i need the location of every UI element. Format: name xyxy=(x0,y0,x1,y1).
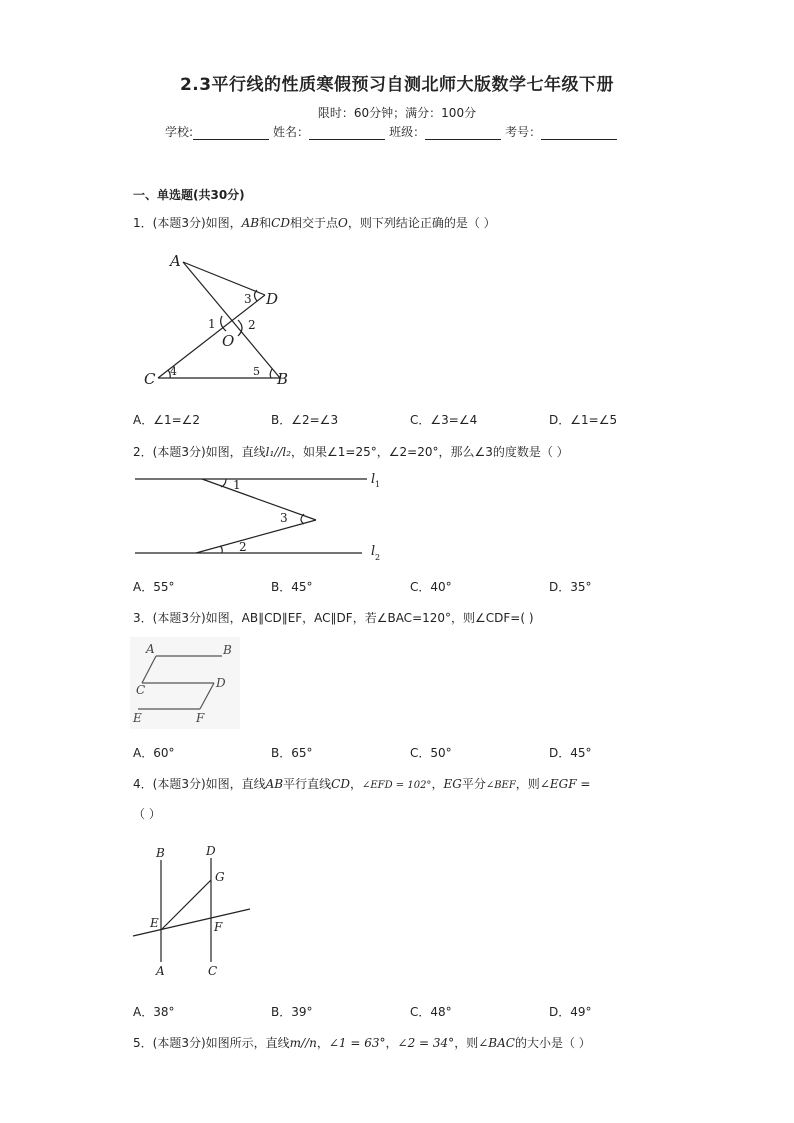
question-4-text-line2: （ ） xyxy=(133,807,161,821)
label-l1: l xyxy=(371,472,376,487)
question-1-figure xyxy=(130,244,310,394)
label-l1-sub: 1 xyxy=(375,480,381,489)
student-info-line xyxy=(165,123,621,140)
question-2-text: 2．(本题3分)如图，直线l₁//l₂，如果∠1=25°，∠2=20°，那么∠3的度数是（ ） xyxy=(133,445,569,459)
question-4-text: 4．(本题3分)如图，直线AB平行直线CD，∠EFD = 102°，EG平分∠BEF，则∠EGF = xyxy=(133,777,591,791)
question-1-text: 1．(本题3分)如图，AB和CD相交于点O，则下列结论正确的是（ ） xyxy=(133,216,496,230)
label-D: D xyxy=(266,290,279,308)
question-3-figure xyxy=(130,637,240,729)
question-2-figure xyxy=(130,470,390,570)
question-4-option-a[interactable]: A．38° xyxy=(133,1005,175,1019)
question-3-option-d[interactable]: D．45° xyxy=(549,746,592,760)
segment-upper xyxy=(202,479,316,520)
label-B: B xyxy=(223,643,232,657)
school-blank[interactable] xyxy=(193,125,269,140)
label-l2: l xyxy=(371,544,376,559)
label-angle-4: 4 xyxy=(170,365,177,378)
angle-2-arc xyxy=(220,546,222,553)
exam-meta: 限时：60分钟；满分：100分 xyxy=(317,106,477,120)
label-angle-1: 1 xyxy=(208,317,216,331)
label-F: F xyxy=(196,711,205,725)
label-angle-2: 2 xyxy=(239,540,247,554)
label-B: B xyxy=(277,370,289,388)
exam-number-label: 考号： xyxy=(505,125,542,139)
label-A: A xyxy=(146,642,155,656)
question-4-option-d[interactable]: D．49° xyxy=(549,1005,592,1019)
label-angle-5: 5 xyxy=(253,365,260,378)
name-label: 姓名： xyxy=(273,125,310,139)
label-A: A xyxy=(156,964,165,978)
segment-lower xyxy=(196,520,316,553)
question-2-option-b[interactable]: B．45° xyxy=(271,580,313,594)
label-G: G xyxy=(215,870,225,884)
question-4-figure xyxy=(128,840,258,985)
page-title: 2.3平行线的性质寒假预习自测北师大版数学七年级下册 xyxy=(179,75,615,95)
label-D: D xyxy=(216,676,226,690)
question-2-option-d[interactable]: D．35° xyxy=(549,580,592,594)
segment-AD xyxy=(183,262,265,295)
question-1-option-d[interactable]: D．∠1=∠5 xyxy=(549,413,618,427)
segment-AB xyxy=(183,262,280,378)
label-A: A xyxy=(170,252,181,270)
label-E: E xyxy=(133,711,142,725)
question-3-text: 3．(本题3分)如图，AB∥CD∥EF，AC∥DF，若∠BAC=120°，则∠CDF=( ) xyxy=(133,611,534,625)
label-angle-3: 3 xyxy=(244,292,252,306)
section-title: 一、单选题(共30分) xyxy=(133,188,245,202)
label-angle-2: 2 xyxy=(248,318,256,332)
angle-5-arc xyxy=(270,369,272,378)
label-angle-3: 3 xyxy=(280,511,288,525)
question-1-option-b[interactable]: B．∠2=∠3 xyxy=(271,413,339,427)
question-1-option-a[interactable]: A．∠1=∠2 xyxy=(133,413,201,427)
question-3-option-b[interactable]: B．65° xyxy=(271,746,313,760)
label-C: C xyxy=(208,964,218,978)
question-5-text: 5．(本题3分)如图所示，直线m//n，∠1 = 63°，∠2 = 34°，则∠BAC的大小是（ ） xyxy=(133,1036,591,1050)
question-4-option-c[interactable]: C．48° xyxy=(410,1005,452,1019)
question-2-option-c[interactable]: C．40° xyxy=(410,580,452,594)
question-1-option-c[interactable]: C．∠3=∠4 xyxy=(410,413,478,427)
label-E: E xyxy=(150,916,159,930)
label-C: C xyxy=(144,370,156,388)
label-D: D xyxy=(206,844,216,858)
class-label: 班级： xyxy=(389,125,426,139)
question-2-option-a[interactable]: A．55° xyxy=(133,580,175,594)
question-3-option-a[interactable]: A．60° xyxy=(133,746,175,760)
question-3-option-c[interactable]: C．50° xyxy=(410,746,452,760)
exam-number-blank[interactable] xyxy=(541,125,617,140)
label-angle-1: 1 xyxy=(233,478,241,492)
class-blank[interactable] xyxy=(425,125,501,140)
label-B: B xyxy=(156,846,165,860)
label-C: C xyxy=(136,683,146,697)
segment-EG xyxy=(161,880,211,930)
label-l2-sub: 2 xyxy=(375,553,381,562)
label-F: F xyxy=(214,920,223,934)
school-label: 学校: xyxy=(165,125,194,139)
name-blank[interactable] xyxy=(309,125,385,140)
label-O: O xyxy=(222,332,235,350)
question-4-option-b[interactable]: B．39° xyxy=(271,1005,313,1019)
